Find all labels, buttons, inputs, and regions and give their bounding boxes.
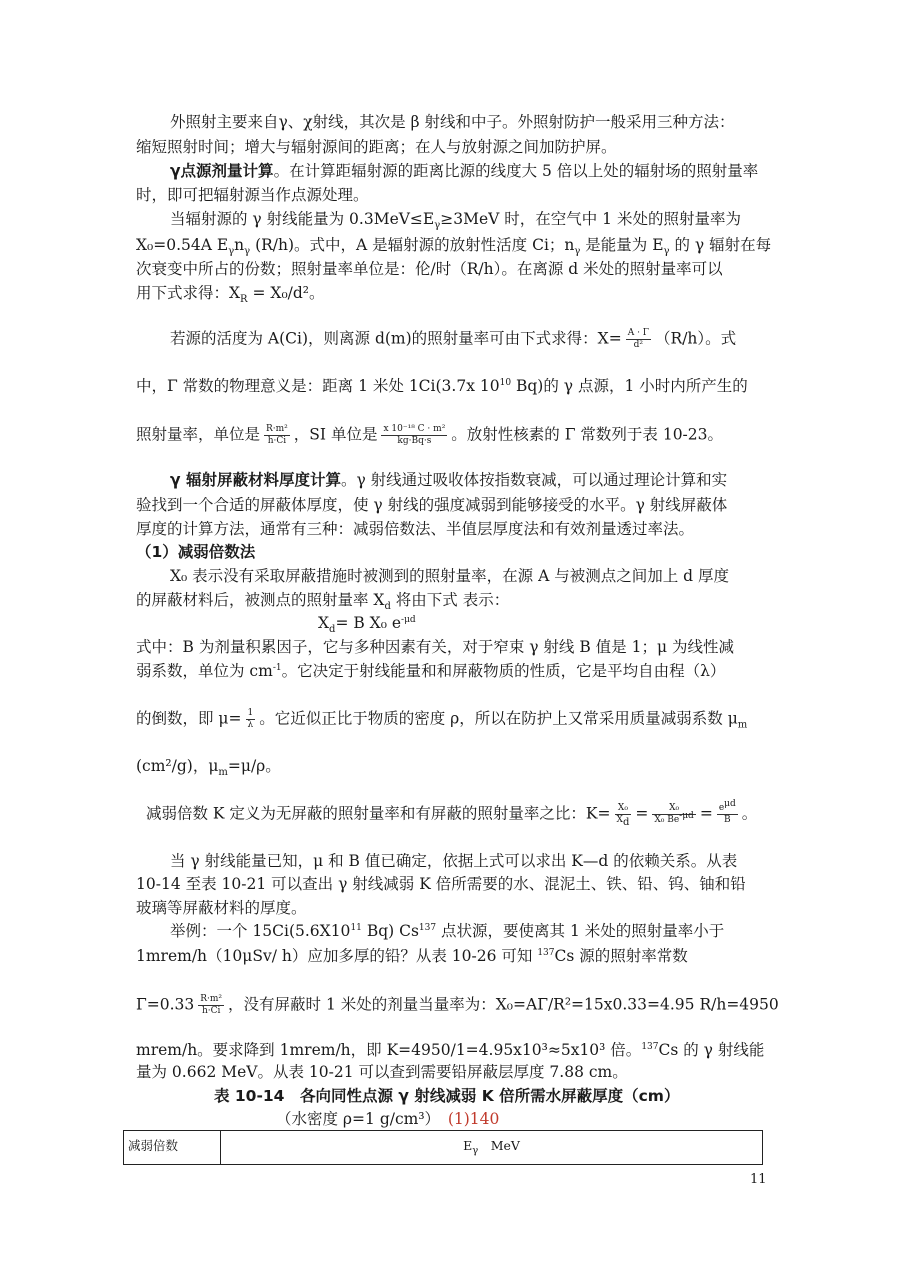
sub: d bbox=[622, 816, 630, 828]
text: Cs 的 γ 射线能 bbox=[658, 1041, 765, 1059]
para1-line2: 缩短照射时间；增大与辐射源间的距离；在人与放射源之间加防护屏。 bbox=[136, 138, 617, 156]
numerator: X₀ bbox=[652, 803, 695, 815]
sup: 11 bbox=[350, 922, 362, 933]
text: 将由下式 表示： bbox=[390, 591, 510, 609]
para3-line2 bbox=[136, 235, 772, 258]
sub: m bbox=[737, 719, 748, 731]
sup: 137 bbox=[537, 947, 555, 958]
text: 的屏蔽材料后，被测点的照射量率 X bbox=[136, 591, 385, 609]
text: 。它决定于射线能量和和屏蔽物质的性质，它是平均自由程（λ） bbox=[281, 662, 726, 680]
text: n bbox=[234, 236, 245, 254]
para4-line1 bbox=[170, 328, 736, 351]
text: 的 γ 辐射在每 bbox=[669, 236, 772, 254]
denominator bbox=[615, 815, 632, 826]
sup: 137 bbox=[418, 922, 437, 933]
para5-line2: 验找到一个合适的屏蔽体厚度，使 γ 射线的强度减弱到能够接受的水平。γ 射线屏蔽体 bbox=[136, 496, 728, 514]
formula-xd bbox=[318, 613, 416, 636]
denominator: h·Ci bbox=[201, 1006, 221, 1016]
text: =μ/ρ。 bbox=[227, 757, 281, 775]
text: e bbox=[718, 803, 725, 813]
text: X₀ Be bbox=[654, 815, 680, 825]
text: ，SI 单位是 bbox=[293, 425, 378, 444]
text: （水密度 ρ=1 g/cm³） bbox=[276, 1110, 433, 1128]
denominator: d² bbox=[633, 340, 644, 350]
numerator: x 10⁻¹⁸ C · m² bbox=[383, 424, 446, 434]
text: (R/h)。式中，A 是辐射源的放射性活度 Ci；n bbox=[250, 236, 575, 254]
para7-line4 bbox=[136, 756, 281, 779]
numerator: R·m² bbox=[200, 994, 223, 1004]
para10-line2 bbox=[136, 946, 688, 966]
text: 照射量率，单位是 bbox=[136, 425, 261, 444]
para5-line1 bbox=[170, 470, 727, 490]
table-subtitle bbox=[276, 1109, 499, 1129]
para3-line1 bbox=[170, 209, 741, 232]
sub: d bbox=[329, 624, 336, 636]
fraction-x0-xd bbox=[615, 803, 632, 826]
text: mrem/h。要求降到 1mrem/h，即 K=4950/1=4.95x10³≈5x10³ 倍。 bbox=[136, 1041, 642, 1059]
text: 。γ 射线通过吸收体按指数衰减，可以通过理论计算和实 bbox=[340, 471, 728, 489]
sub: γ bbox=[228, 246, 235, 258]
section-heading-attenuation: （1）减弱倍数法 bbox=[136, 543, 256, 561]
text: 中，Γ 常数的物理意义是：距离 1 米处 1Ci(3.7x 10 bbox=[136, 377, 500, 395]
sub: m bbox=[218, 767, 228, 779]
sub: γ bbox=[472, 1145, 479, 1157]
text: = X₀/d²。 bbox=[247, 284, 325, 302]
text: 用下式求得：X bbox=[136, 284, 241, 302]
para7-line1: 式中：B 为剂量积累因子，它与多种因素有关，对于窄束 γ 射线 B 值是 1；μ 为线性减 bbox=[136, 638, 734, 656]
text: MeV bbox=[490, 1138, 520, 1153]
sup: μd bbox=[724, 799, 736, 809]
text: 当辐射源的 γ 射线能量为 0.3MeV≤E bbox=[170, 210, 435, 228]
text: Bq)的 γ 点源，1 小时内所产生的 bbox=[511, 377, 748, 395]
para1-line1: 外照射主要来自γ、χ射线，其次是 β 射线和中子。外照射防护一般采用三种方法： bbox=[170, 113, 735, 131]
para3-line3: 次衰变中所占的份数；照射量率单位是：伦/时（R/h）。在离源 d 米处的照射量率可以 bbox=[136, 260, 723, 278]
denominator: kg·Bq·s bbox=[397, 436, 432, 446]
text: X₀=0.54A E bbox=[136, 236, 229, 254]
text: 1mrem/h（10μSv/ h）应加多厚的铅？从表 10-26 可知 bbox=[136, 947, 538, 965]
para7-line2 bbox=[136, 661, 725, 681]
numerator: A · Γ bbox=[627, 328, 650, 338]
fraction-gamma-unit bbox=[198, 994, 224, 1017]
numerator: R·m² bbox=[266, 424, 288, 434]
para10-line3 bbox=[136, 994, 779, 1017]
para9-line3: 玻璃等屏蔽材料的厚度。 bbox=[136, 899, 307, 917]
table-title: 表 10-14 各向同性点源 γ 射线减弱 K 倍所需水屏蔽厚度（cm） bbox=[214, 1087, 680, 1105]
fraction-si-unit bbox=[381, 424, 447, 447]
denominator bbox=[652, 811, 695, 826]
sup: -μd bbox=[401, 614, 416, 625]
text: Γ=0.33 bbox=[136, 995, 195, 1014]
attenuation-table bbox=[123, 1130, 763, 1165]
para10-line1 bbox=[170, 921, 724, 941]
denominator: h·Ci bbox=[267, 436, 287, 446]
table-note: (1)140 bbox=[447, 1110, 500, 1128]
fraction-x0-be bbox=[652, 803, 695, 826]
sup: 10 bbox=[499, 377, 512, 388]
text: = B X₀ e bbox=[335, 614, 402, 632]
fraction-unit bbox=[264, 424, 290, 447]
para10-line4 bbox=[136, 1040, 764, 1060]
text: （R/h）。式 bbox=[655, 329, 737, 348]
sub: γ bbox=[244, 246, 251, 258]
numerator: 1 bbox=[247, 708, 254, 718]
fraction-activity bbox=[626, 328, 651, 351]
sub: γ bbox=[434, 220, 441, 232]
text: 举例：一个 15Ci(5.6X10 bbox=[170, 922, 351, 940]
heading-shield-thickness: γ 辐射屏蔽材料厚度计算 bbox=[170, 471, 341, 489]
text: Bq) Cs bbox=[361, 922, 419, 940]
sup: -1 bbox=[272, 662, 282, 673]
table-header-col1: 减弱倍数 bbox=[124, 1131, 221, 1164]
text: 。在计算距辐射源的距离比源的线度大 5 倍以上处的辐射场的照射量率 bbox=[273, 162, 759, 180]
sub: d bbox=[384, 601, 391, 613]
para7-line3 bbox=[136, 708, 747, 731]
para4-line2 bbox=[136, 376, 748, 396]
fraction-inverse-lambda bbox=[246, 708, 256, 731]
para4-line3 bbox=[136, 424, 723, 447]
table-header-col2 bbox=[221, 1131, 762, 1164]
para6-line1: X₀ 表示没有采取屏蔽措施时被测到的照射量率，在源 A 与被测点之间加上 d 厚度 bbox=[170, 567, 730, 585]
para3-line4 bbox=[136, 283, 325, 306]
text: 的倒数，即 μ= bbox=[136, 709, 242, 728]
text: 。放射性核素的 Γ 常数列于表 10-23。 bbox=[451, 425, 724, 444]
para8-k-definition: 减弱倍数 K 定义为无屏蔽的照射量率和有屏蔽的照射量率之比：K= $\frac{\text{X₀}}{X_d}$ = $\frac{\text{X₀}}{X_0 Be^{-\mu d}}$ = $\frac{e^{\mu d}}{B}$ 。 bbox=[146, 799, 758, 828]
numerator bbox=[717, 799, 738, 815]
para9-line2: 10-14 至表 10-21 可以查出 γ 射线减弱 K 倍所需要的水、混泥土、铁、铅、钨、铀和铅 bbox=[136, 875, 746, 893]
denominator: λ bbox=[247, 720, 254, 730]
numerator: X₀ bbox=[615, 803, 632, 815]
text: 点状源，要使离其 1 米处的照射量率小于 bbox=[436, 922, 725, 940]
text: E bbox=[463, 1138, 473, 1153]
para2-line2: 时，即可把辐射源当作点源处理。 bbox=[136, 186, 369, 204]
sup: -μd bbox=[679, 811, 694, 821]
sup: 137 bbox=[641, 1041, 659, 1052]
page-number: 11 bbox=[750, 1172, 767, 1187]
para6-line2 bbox=[136, 590, 510, 613]
text: 。它近似正比于物质的密度 ρ，所以在防护上又常采用质量减弱系数 μ bbox=[259, 709, 738, 728]
text: (cm²/g)，μ bbox=[136, 757, 219, 775]
text: X bbox=[318, 614, 330, 632]
para9-line1: 当 γ 射线能量已知，μ 和 B 值已确定，依据上式可以求出 K—d 的依赖关系。从表 bbox=[170, 852, 738, 870]
text: ，没有屏蔽时 1 米处的剂量当量率为：X₀=AΓ/R²=15x0.33=4.95 R/h=4950 bbox=[228, 995, 779, 1014]
text: 若源的活度为 A(Ci)，则离源 d(m)的照射量率可由下式求得：X= bbox=[170, 329, 622, 348]
sub: γ bbox=[574, 246, 581, 258]
fraction-e-b bbox=[717, 799, 738, 826]
sub: R bbox=[240, 294, 248, 306]
text: X bbox=[616, 815, 623, 825]
heading-point-source: γ点源剂量计算 bbox=[170, 162, 274, 180]
sub: γ bbox=[663, 246, 670, 258]
para2-line1 bbox=[170, 161, 758, 181]
denominator: B bbox=[723, 815, 731, 825]
text: Cs 源的照射率常数 bbox=[554, 947, 688, 965]
text: 减弱倍数 K 定义为无屏蔽的照射量率和有屏蔽的照射量率之比：K= bbox=[146, 804, 611, 823]
text: 是能量为 E bbox=[580, 236, 664, 254]
text: ≥3MeV 时，在空气中 1 米处的照射量率为 bbox=[440, 210, 741, 228]
text: 弱系数，单位为 cm bbox=[136, 662, 273, 680]
para5-line3: 厚度的计算方法，通常有三种：减弱倍数法、半值层厚度法和有效剂量透过率法。 bbox=[136, 520, 695, 538]
para10-line5: 量为 0.662 MeV。从表 10-21 可以查到需要铅屏蔽层厚度 7.88 cm。 bbox=[136, 1063, 628, 1081]
